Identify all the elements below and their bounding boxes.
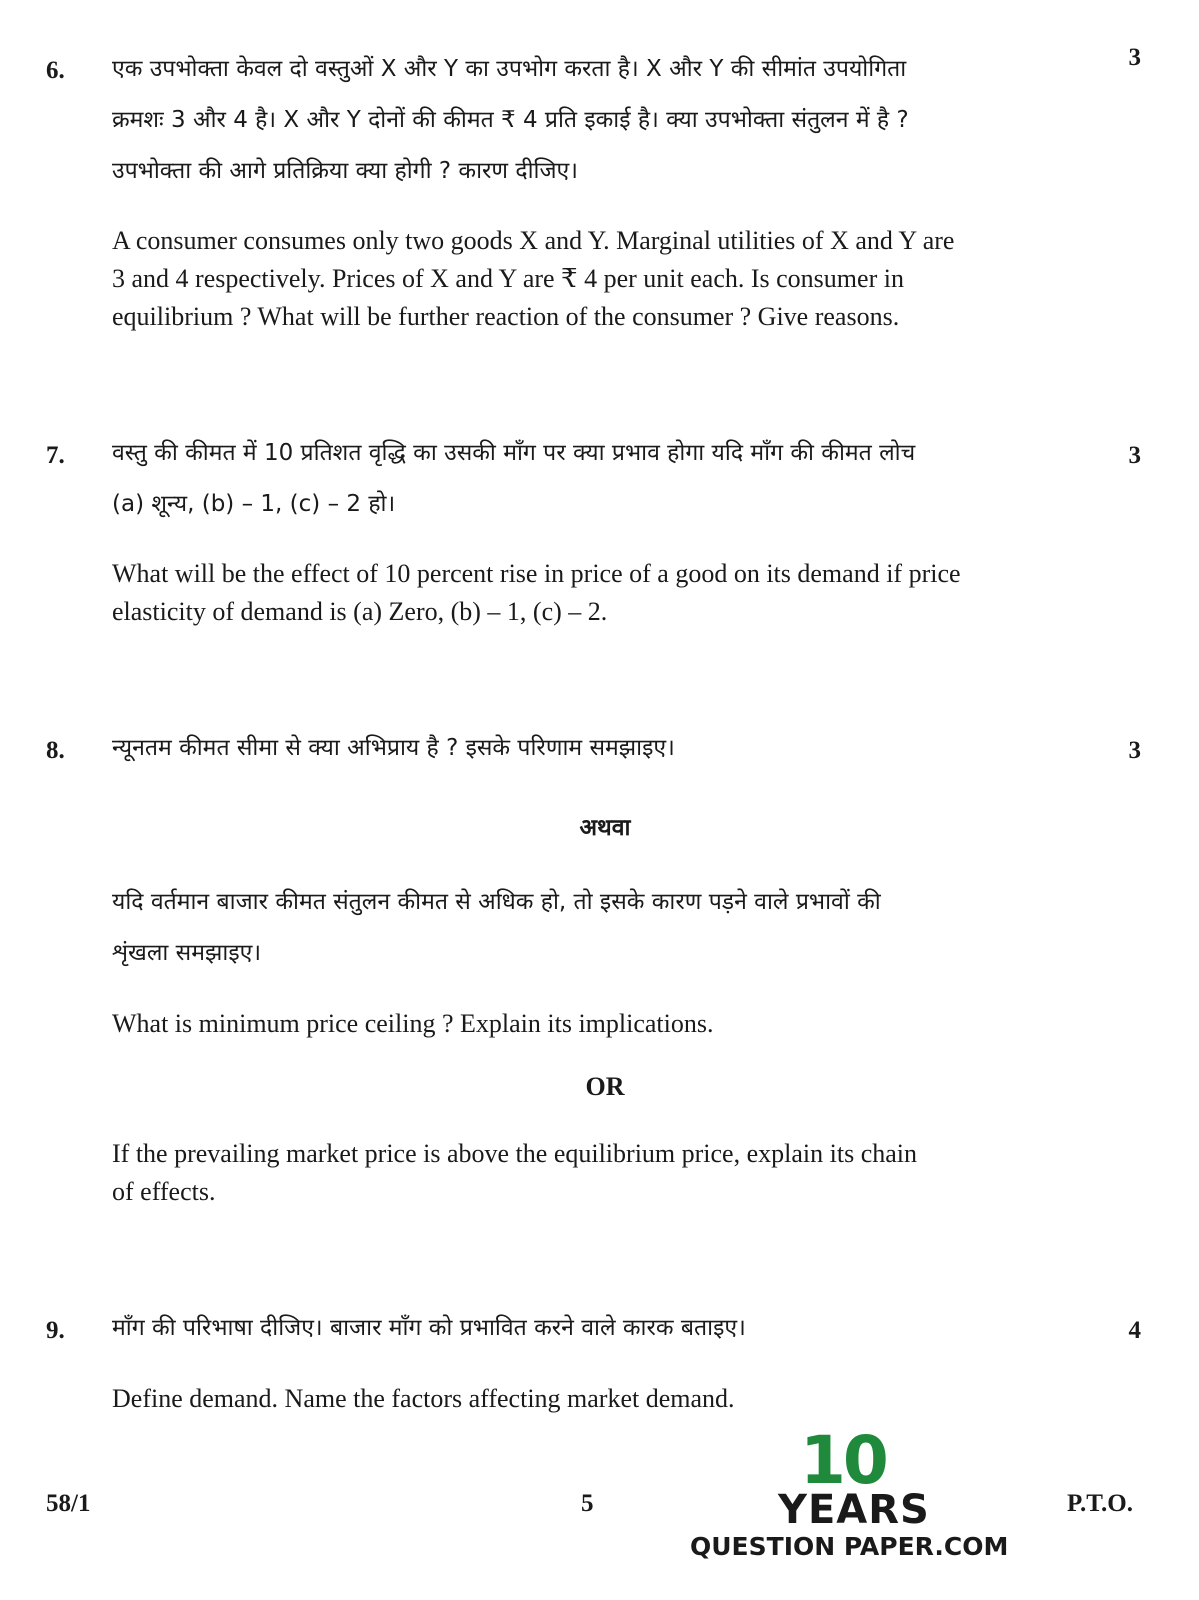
question-number: 8. — [46, 737, 65, 764]
logo-years: YEARS — [778, 1487, 930, 1533]
question-text-hindi: वस्तु की कीमत में 10 प्रतिशत वृद्धि का उसकी माँग पर क्या प्रभाव होगा यदि माँग की कीमत लोच (a) शून्य, (b) – 1, (c) – 2 हो। — [112, 440, 916, 517]
question-number: 9. — [46, 1317, 65, 1344]
question-alt-text-english: If the prevailing market price is above the equilibrium price, explain its chain of effects. — [112, 1139, 917, 1206]
or-heading-english: OR — [585, 1072, 625, 1101]
question-number: 6. — [46, 57, 65, 84]
question-text-english: What is minimum price ceiling ? Explain its implications. — [112, 1009, 714, 1038]
watermark-logo — [690, 1422, 1020, 1598]
question-text-english: What will be the effect of 10 percent rise in price of a good on its demand if price elasticity of demand is (a) Zero, (b) – 1, (c) – 2. — [112, 559, 961, 626]
question-marks: 3 — [1128, 442, 1141, 469]
logo-number: 10 — [800, 1422, 886, 1499]
question-text-english: A consumer consumes only two goods X and Y. Marginal utilities of X and Y are 3 and 4 respectively. Prices of X and Y are ₹ 4 per unit each. Is consumer in equilibrium ? What will be further reaction of the consumer ? Give reasons. — [112, 226, 955, 331]
question-marks: 3 — [1128, 44, 1141, 71]
question-text-hindi: माँग की परिभाषा दीजिए। बाजार माँग को प्रभावित करने वाले कारक बताइए। — [112, 1315, 746, 1341]
question-marks: 4 — [1128, 1317, 1141, 1344]
logo-site: QUESTION PAPER.COM — [690, 1532, 1009, 1561]
or-heading-hindi: अथवा — [579, 815, 631, 841]
question-number: 7. — [46, 442, 65, 469]
page-number: 5 — [581, 1490, 594, 1517]
question-text-hindi: एक उपभोक्ता केवल दो वस्तुओं X और Y का उपभोग करता है। X और Y की सीमांत उपयोगिता क्रमशः 3 और 4 है। X और Y दोनों की कीमत ₹ 4 प्रति इकाई है। क्या उपभोक्ता संतुलन में है ? उपभोक्ता की आगे प्रतिक्रिया क्या होगी ? कारण दीजिए। — [112, 56, 909, 184]
question-marks: 3 — [1128, 737, 1141, 764]
paper-code: 58/1 — [46, 1490, 91, 1517]
question-text-english: Define demand. Name the factors affecting market demand. — [112, 1384, 735, 1413]
question-text-hindi: न्यूनतम कीमत सीमा से क्या अभिप्राय है ? इसके परिणाम समझाइए। — [112, 735, 675, 761]
question-alt-text-hindi: यदि वर्तमान बाजार कीमत संतुलन कीमत से अधिक हो, तो इसके कारण पड़ने वाले प्रभावों की शृंखला समझाइए। — [112, 889, 881, 966]
pto-label: P.T.O. — [1067, 1490, 1133, 1517]
